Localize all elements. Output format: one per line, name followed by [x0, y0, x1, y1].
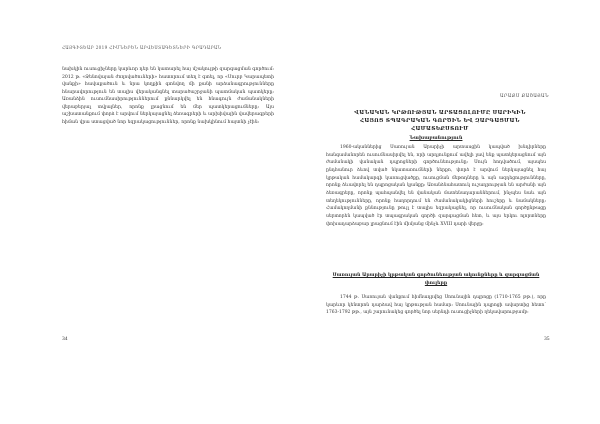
right-page — [300, 0, 600, 424]
section-subheading: Սառույան Արարիչի կրթական գործունեության ակունքները և զարգացման փուլերը — [332, 273, 540, 286]
author-name: ԱՐԱՔՍ ՔԱՇԱՅԱՆ — [500, 94, 549, 99]
title-line: ՎԱՆԱԿԱՆ ԿՐԹՈՒԹՅԱՆ ԱՐՏԱՑՈԼՈՒՄԸ ՍԱՐԻԿԻՆ — [354, 110, 526, 116]
title-line: ՀԱՅՈՑ ՏՊԱԳՐԱԿԱՆ ԳՈՐԾԻՆ ԵՎ ԶԱՐԳԱՑՄԱՆ — [360, 118, 520, 125]
page-number-right: 35 — [544, 336, 550, 342]
article-title — [326, 109, 554, 134]
body-paragraph: նախկին ուսուցիչները կարևոր դեր են կատարել հայ մշակույթի զարգացման գործում։ 2012 թ. «Ջենովայան ժողովածուների» հատորում տեղ է գտել, որ «Սուրբ Կարապետի վանքի» հավաքածուն և նրա կողքին գտնվող մի քանի արձանագրությունները հնարավորություն են տալիս վերականգնել տարածաշրջանի պատմական պատկերը։ Առանձին ուսումնասիրություններում քննարկվել են հնագույն ժամանակների վերաբերյալ տվյալներ, որոնք լրացնում են մեր պատկերացումները։ Այս աշխատանքում փորձ է արվում ներկայացնել ձեռագրերի և արխիվային վավերագրերի հիման վրա ստացված նոր եզրակացություններ, որոնք նախկինում հայտնի չէին։ — [62, 67, 274, 125]
page-number-left: 34 — [62, 336, 68, 342]
right-page-body — [326, 144, 546, 228]
body-paragraph: 1744 թ. Սառույան վանքում հիմնադրվեց Սոունային դպրոցը (1710-1765 թթ.), որը կարևոր կենտրոն դարձավ հայ կրթության համար։ Սոունային դպրոցի ավարտից հետո՝ 1763-1792 թթ., այն շարունակեց գործել նոր սերնդի ուսուցիչների ղեկավարությամբ։ — [326, 295, 546, 316]
title-line: ՀԱՄԱՏԵՔՍՏՈՒՄ — [411, 126, 469, 133]
running-head: ՀԱՅԳԻՏԵԱՐ 2019 ՀԻՄՆԵՐԵՆ ԱՐՎԵՍՏԱԳԵՏՆԵՐԻ ԳՐԱԴԱՐԱՆ — [62, 45, 222, 50]
right-page-body-continued — [326, 294, 546, 317]
left-page-body — [62, 66, 274, 126]
body-paragraph: 1960-ականներից Սառույան Արարիչի արտասցին կապված խնդիրները հանգամանորեն ուսումնասիրվել են, որի արդյունքում ավելի լավ ենք պատկերացնում այն ժամանակի վանական դպրոցների գործունեությունը։ Սույն հոդվածում, այսպես ընդհանուր ձևով տված նկատառումների ներքո, փորձ է արվում ներկայացնել հայ կրթական համակարգի կառուցվածքը, ուսուցման մեթոդները և այն ազդեցությունները, որոնք ձևավորել են դպրոցական կյանքը։ Առանձնահատուկ ուշադրության են արժանի այն ձեռագրերը, որոնք պահպանվել են վանական մատենադարաններում, ինչպես նաև այն տեղեկությունները, որոնք հաղորդում են ժամանակակիցների հուշերը և նամակները։ Համակողմանի քննությունը թույլ է տալիս եզրակացնել, որ ուսումնական գործընթացը սերտորեն կապված էր տպագրական գործի զարգացման հետ, և այս երկու ոլորտները փոխադարձաբար լրացնում էին միմյանց մինչև XVIII դարի վերջը։ — [326, 145, 546, 227]
intro-heading: Նախաբանություն — [409, 135, 463, 141]
